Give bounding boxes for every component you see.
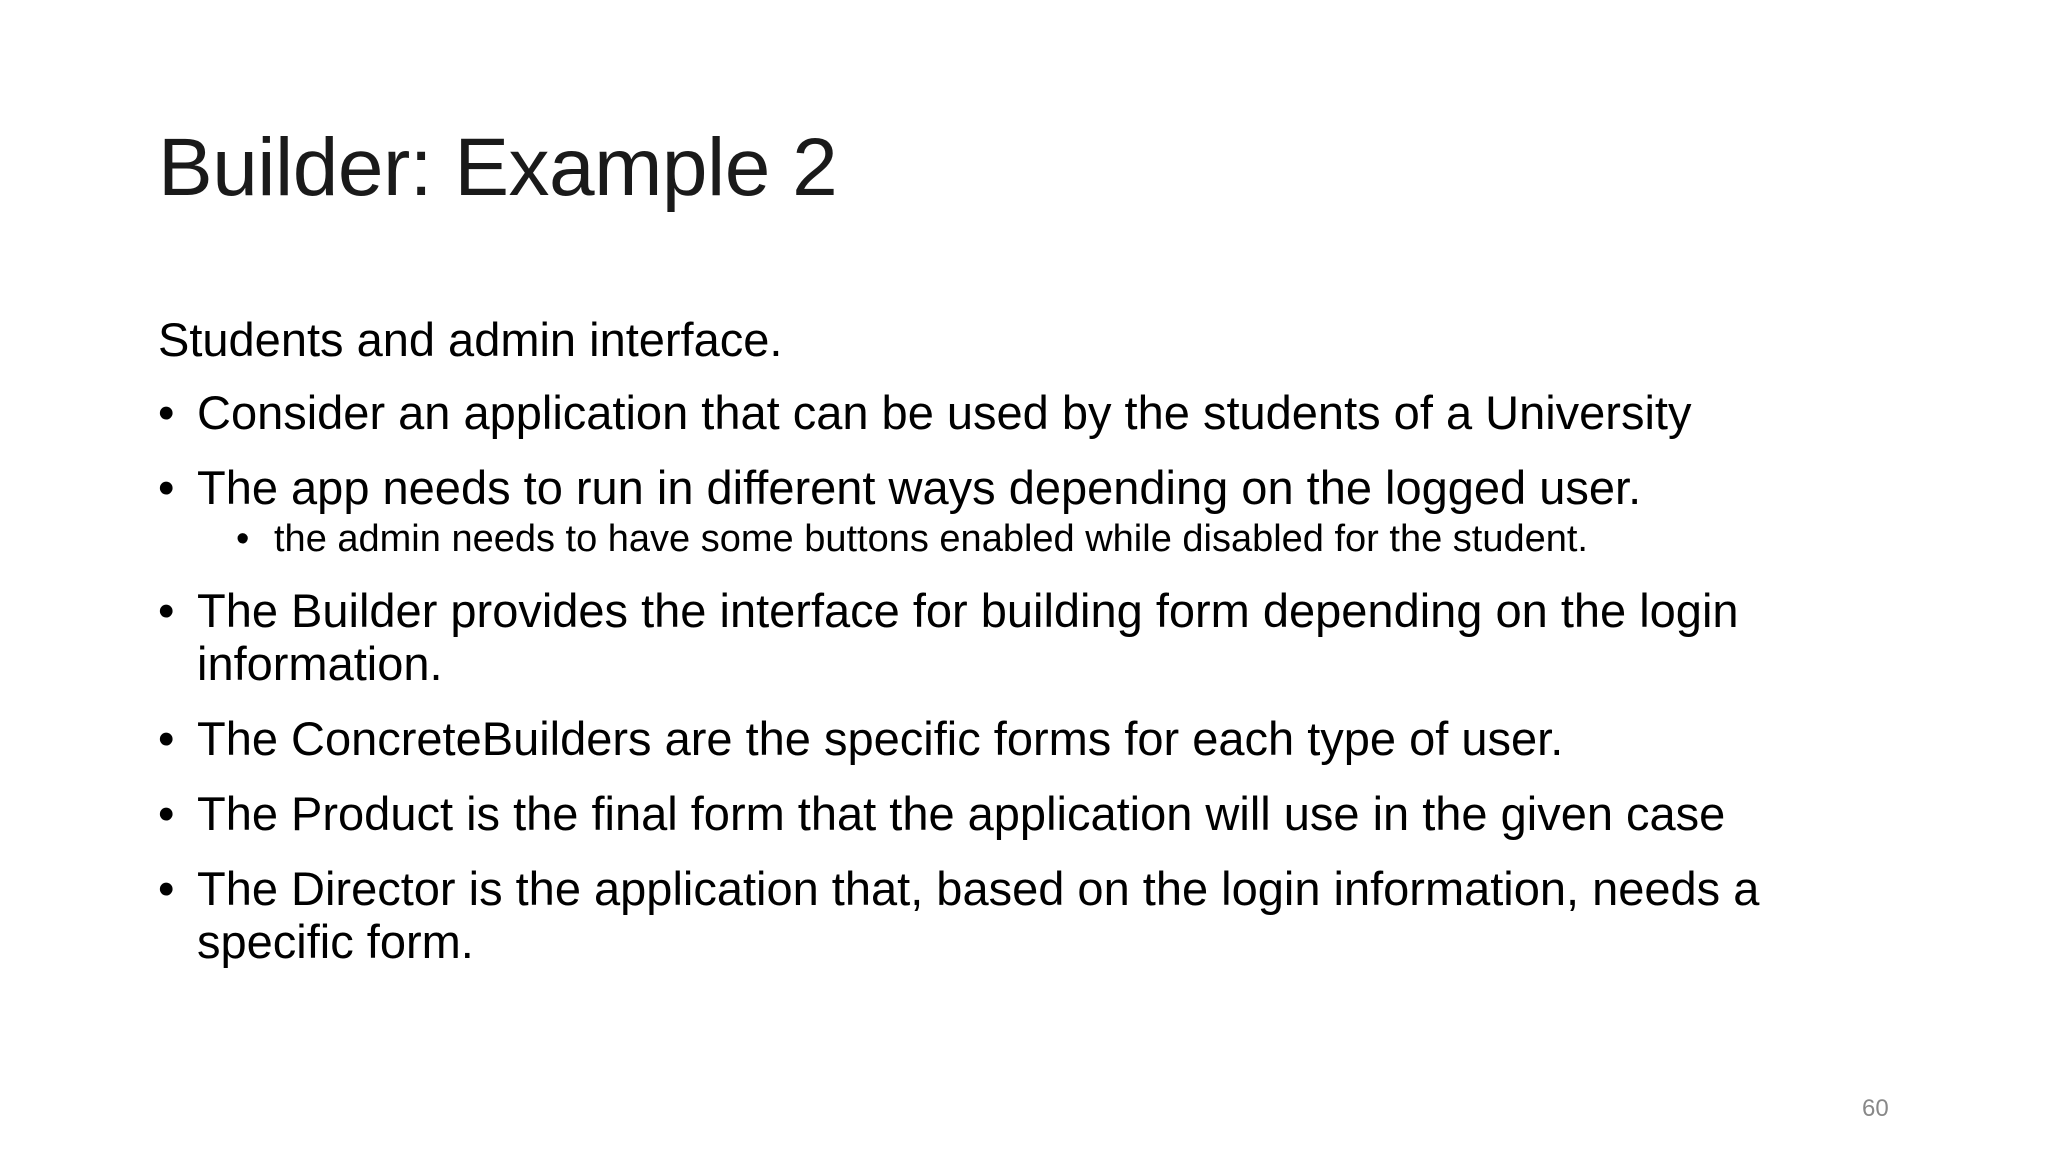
bullet-item <box>158 386 1898 439</box>
bullet-icon: • <box>158 787 175 840</box>
bullet-item <box>158 712 1898 765</box>
bullet-text: The ConcreteBuilders are the specific forms for each type of user. <box>197 712 1564 765</box>
bullet-item <box>158 461 1898 562</box>
bullet-icon: • <box>158 461 175 514</box>
bullet-item <box>158 787 1898 840</box>
bullet-icon: • <box>158 386 175 439</box>
page-number: 60 <box>1862 1095 1889 1122</box>
slide-body <box>158 312 1898 990</box>
bullet-icon: • <box>158 712 175 765</box>
bullet-text: Consider an application that can be used by the students of a University <box>197 386 1692 439</box>
sub-bullet-item <box>236 516 1898 562</box>
bullet-list <box>158 386 1898 968</box>
intro-text: Students and admin interface. <box>158 313 783 366</box>
slide-title: Builder: Example 2 <box>158 122 838 213</box>
bullet-text: The Product is the final form that the application will use in the given case <box>197 787 1726 840</box>
bullet-text: The Builder provides the interface for building form depending on the login information. <box>197 584 1739 690</box>
sub-bullet-list <box>197 516 1898 562</box>
bullet-icon: • <box>236 518 250 560</box>
bullet-item <box>158 584 1898 690</box>
sub-bullet-text: the admin needs to have some buttons enabled while disabled for the student. <box>274 518 1588 560</box>
bullet-text: The app needs to run in different ways depending on the logged user. <box>197 461 1642 514</box>
bullet-icon: • <box>158 862 175 915</box>
bullet-icon: • <box>158 584 175 637</box>
bullet-item <box>158 862 1898 968</box>
bullet-text: The Director is the application that, based on the login information, needs a specific form. <box>197 862 1760 968</box>
